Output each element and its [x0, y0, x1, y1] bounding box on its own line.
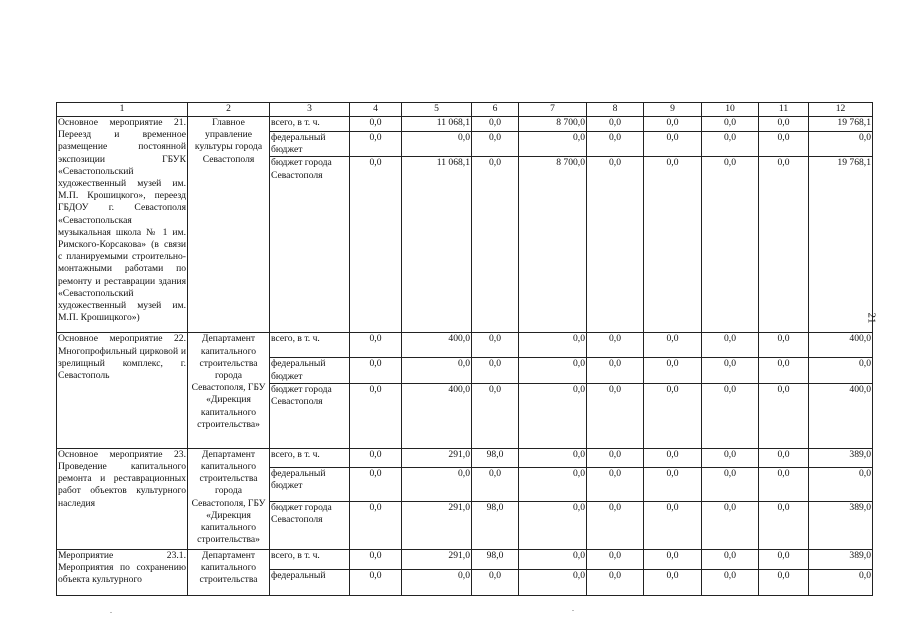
- activity-name: Основное мероприятие 22. Многопрофильный цирковой и зрелищный комплекс, г. Севастополь: [57, 333, 188, 448]
- funding-source: всего, в т. ч.: [270, 549, 350, 569]
- column-header: 4: [350, 103, 402, 117]
- amount-cell: 8 700,0: [519, 157, 587, 333]
- amount-cell: 0,0: [519, 448, 587, 467]
- amount-cell: 0,0: [759, 117, 809, 132]
- amount-cell: 400,0: [402, 333, 472, 358]
- column-header: 7: [519, 103, 587, 117]
- column-header: 10: [702, 103, 759, 117]
- amount-cell: 0,0: [402, 132, 472, 157]
- amount-cell: 0,0: [809, 132, 873, 157]
- amount-cell: 0,0: [759, 448, 809, 467]
- amount-cell: 0,0: [350, 501, 402, 549]
- amount-cell: 98,0: [472, 549, 519, 569]
- amount-cell: 0,0: [587, 448, 644, 467]
- column-header: 1: [57, 103, 188, 117]
- column-header: 11: [759, 103, 809, 117]
- funding-source: всего, в т. ч.: [270, 333, 350, 358]
- page-number: 21: [865, 312, 878, 324]
- amount-cell: 0,0: [472, 569, 519, 595]
- budget-table: [56, 102, 873, 596]
- amount-cell: 0,0: [519, 358, 587, 383]
- funding-source: федеральный бюджет: [270, 132, 350, 157]
- amount-cell: 291,0: [402, 448, 472, 467]
- activity-name: Основное мероприятие 21. Переезд и временное размещение постоянной экспозиции ГБУК «Севастопольский художественный музей им. М.П. Крошицкого», переезд ГБДОУ г. Севастополя «Севастопольская музыкальная школа № 1 им. Римского-Корсакова» (в связи с планируемыми строительно-монтажными работами по ремонту и реставрации здания «Севастопольский художественный музей им. М.П. Крошицкого»): [57, 117, 188, 333]
- amount-cell: 400,0: [809, 333, 873, 358]
- amount-cell: 0,0: [644, 448, 702, 467]
- amount-cell: 0,0: [350, 448, 402, 467]
- amount-cell: 0,0: [350, 358, 402, 383]
- table-row: [57, 549, 873, 569]
- amount-cell: 0,0: [702, 448, 759, 467]
- amount-cell: 0,0: [644, 117, 702, 132]
- amount-cell: 19 768,1: [809, 117, 873, 132]
- amount-cell: 0,0: [809, 569, 873, 595]
- funding-source: бюджет города Севастополя: [270, 157, 350, 333]
- amount-cell: 0,0: [702, 157, 759, 333]
- funding-source: бюджет города Севастополя: [270, 501, 350, 549]
- funding-source: федеральный: [270, 569, 350, 595]
- amount-cell: 0,0: [759, 549, 809, 569]
- amount-cell: 0,0: [472, 333, 519, 358]
- table-body: [57, 117, 873, 596]
- amount-cell: 0,0: [702, 358, 759, 383]
- amount-cell: 0,0: [759, 132, 809, 157]
- amount-cell: 11 068,1: [402, 117, 472, 132]
- amount-cell: 98,0: [472, 448, 519, 467]
- amount-cell: 0,0: [702, 132, 759, 157]
- amount-cell: 0,0: [644, 358, 702, 383]
- amount-cell: 0,0: [472, 358, 519, 383]
- amount-cell: 0,0: [350, 117, 402, 132]
- amount-cell: 0,0: [644, 501, 702, 549]
- amount-cell: 0,0: [644, 157, 702, 333]
- amount-cell: 0,0: [759, 383, 809, 448]
- column-header: 5: [402, 103, 472, 117]
- amount-cell: 0,0: [350, 132, 402, 157]
- amount-cell: 389,0: [809, 448, 873, 467]
- amount-cell: 0,0: [587, 117, 644, 132]
- amount-cell: 0,0: [519, 501, 587, 549]
- amount-cell: 0,0: [644, 549, 702, 569]
- amount-cell: 0,0: [644, 569, 702, 595]
- amount-cell: 11 068,1: [402, 157, 472, 333]
- amount-cell: 0,0: [519, 333, 587, 358]
- column-header: 2: [188, 103, 270, 117]
- amount-cell: 0,0: [350, 569, 402, 595]
- amount-cell: 0,0: [759, 333, 809, 358]
- amount-cell: 0,0: [644, 383, 702, 448]
- amount-cell: 0,0: [702, 467, 759, 501]
- funding-source: федеральный бюджет: [270, 358, 350, 383]
- amount-cell: 0,0: [759, 358, 809, 383]
- amount-cell: 0,0: [587, 383, 644, 448]
- amount-cell: 0,0: [759, 569, 809, 595]
- funding-source: всего, в т. ч.: [270, 448, 350, 467]
- amount-cell: 0,0: [809, 467, 873, 501]
- scan-artifact: [572, 610, 574, 611]
- amount-cell: 0,0: [350, 333, 402, 358]
- column-header: 9: [644, 103, 702, 117]
- amount-cell: 0,0: [702, 333, 759, 358]
- amount-cell: 0,0: [587, 569, 644, 595]
- column-header: 6: [472, 103, 519, 117]
- table-row: [57, 448, 873, 467]
- amount-cell: 8 700,0: [519, 117, 587, 132]
- amount-cell: 0,0: [702, 117, 759, 132]
- amount-cell: 0,0: [472, 117, 519, 132]
- scan-artifact: [110, 612, 112, 613]
- activity-executor: Департамент капитального строительства: [188, 549, 270, 595]
- amount-cell: 0,0: [809, 358, 873, 383]
- amount-cell: 0,0: [519, 467, 587, 501]
- column-header: 8: [587, 103, 644, 117]
- header-row: [57, 103, 873, 117]
- amount-cell: 0,0: [519, 549, 587, 569]
- amount-cell: 291,0: [402, 549, 472, 569]
- amount-cell: 0,0: [759, 157, 809, 333]
- amount-cell: 0,0: [644, 467, 702, 501]
- amount-cell: 389,0: [809, 501, 873, 549]
- amount-cell: 0,0: [587, 132, 644, 157]
- amount-cell: 98,0: [472, 501, 519, 549]
- amount-cell: 0,0: [702, 569, 759, 595]
- amount-cell: 0,0: [402, 569, 472, 595]
- funding-source: федеральный бюджет: [270, 467, 350, 501]
- amount-cell: 0,0: [472, 132, 519, 157]
- amount-cell: 19 768,1: [809, 157, 873, 333]
- activity-executor: Департамент капитального строительства города Севастополя, ГБУ «Дирекция капитального строительства»: [188, 448, 270, 549]
- activity-executor: Департамент капитального строительства города Севастополя, ГБУ «Дирекция капитального строительства»: [188, 333, 270, 448]
- amount-cell: 0,0: [472, 467, 519, 501]
- amount-cell: 0,0: [587, 501, 644, 549]
- amount-cell: 0,0: [587, 358, 644, 383]
- activity-executor: Главное управление культуры города Севастополя: [188, 117, 270, 333]
- amount-cell: 0,0: [587, 467, 644, 501]
- activity-name: Мероприятие 23.1. Мероприятия по сохранению объекта культурного: [57, 549, 188, 595]
- amount-cell: 0,0: [759, 501, 809, 549]
- amount-cell: 0,0: [702, 383, 759, 448]
- amount-cell: 0,0: [402, 358, 472, 383]
- amount-cell: 291,0: [402, 501, 472, 549]
- amount-cell: 0,0: [702, 501, 759, 549]
- amount-cell: 0,0: [587, 333, 644, 358]
- table-row: [57, 333, 873, 358]
- amount-cell: 0,0: [472, 157, 519, 333]
- amount-cell: 0,0: [350, 549, 402, 569]
- funding-source: всего, в т. ч.: [270, 117, 350, 132]
- amount-cell: 0,0: [519, 132, 587, 157]
- table-row: [57, 117, 873, 132]
- activity-name: Основное мероприятие 23. Проведение капитального ремонта и реставрационных работ объектов культурного наследия: [57, 448, 188, 549]
- amount-cell: 0,0: [644, 333, 702, 358]
- amount-cell: 0,0: [587, 157, 644, 333]
- amount-cell: 0,0: [350, 157, 402, 333]
- column-header: 3: [270, 103, 350, 117]
- amount-cell: 0,0: [472, 383, 519, 448]
- amount-cell: 0,0: [644, 132, 702, 157]
- column-header: 12: [809, 103, 873, 117]
- amount-cell: 0,0: [350, 383, 402, 448]
- amount-cell: 0,0: [350, 467, 402, 501]
- amount-cell: 0,0: [587, 549, 644, 569]
- amount-cell: 0,0: [519, 383, 587, 448]
- amount-cell: 0,0: [402, 467, 472, 501]
- amount-cell: 0,0: [702, 549, 759, 569]
- amount-cell: 400,0: [809, 383, 873, 448]
- amount-cell: 0,0: [759, 467, 809, 501]
- amount-cell: 400,0: [402, 383, 472, 448]
- funding-source: бюджет города Севастополя: [270, 383, 350, 448]
- amount-cell: 0,0: [519, 569, 587, 595]
- amount-cell: 389,0: [809, 549, 873, 569]
